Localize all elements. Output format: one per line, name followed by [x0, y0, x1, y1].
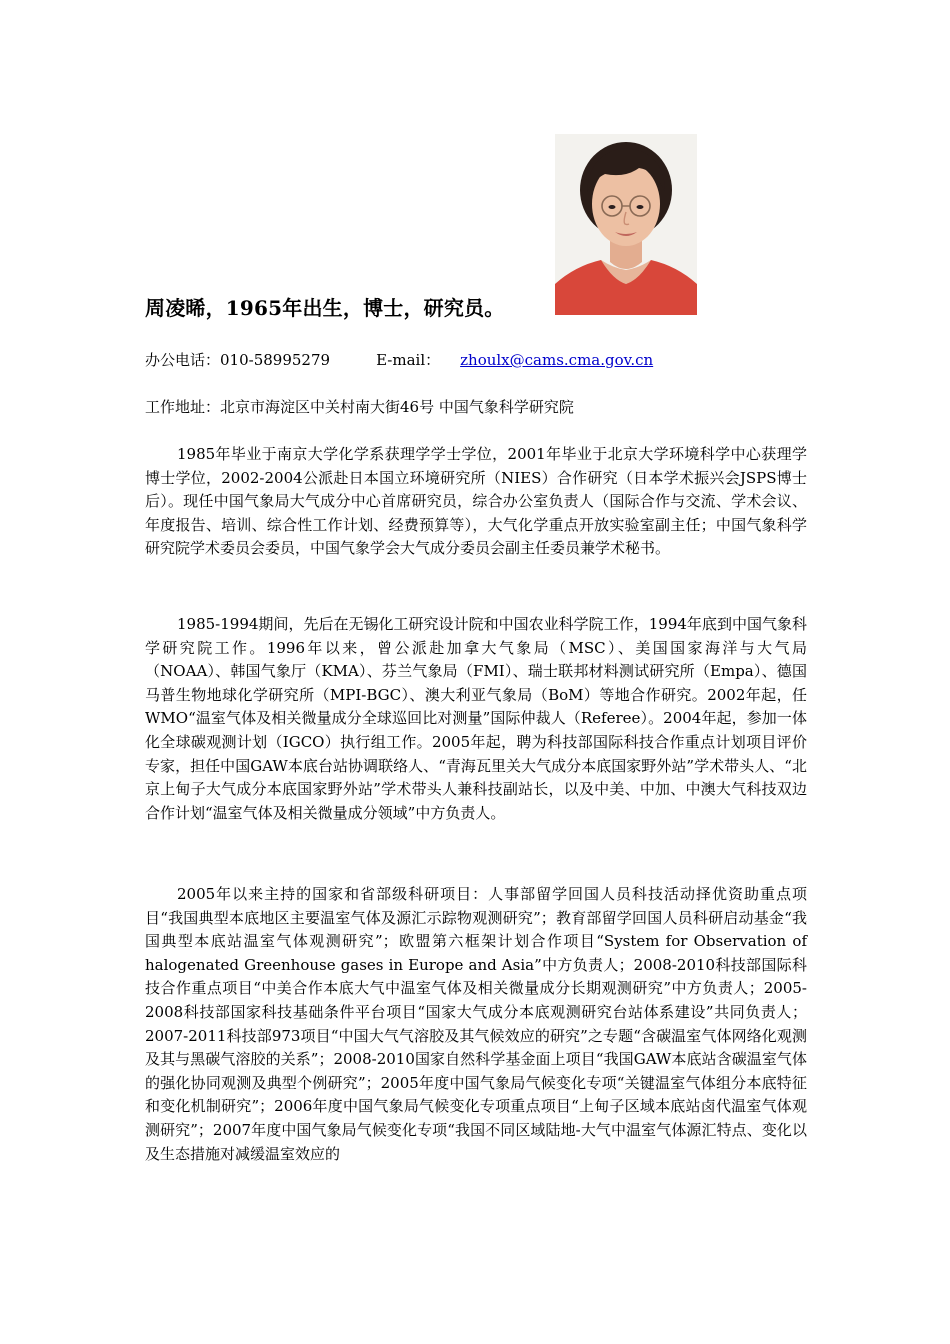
career-paragraph: 1985-1994期间，先后在无锡化工研究设计院和中国农业科学院工作，1994年底到中国气象科学研究院工作。1996年以来，曾公派赴加拿大气象局（MSC）、美国国家海洋与大气局（NOAA）、韩国气象厅（KMA）、芬兰气象局（FMI）、瑞士联邦材料测试研究所（Empa）、德国马普生物地球化学研究所（MPI-BGC）、澳大利亚气象局（BoM）等地合作研究。2002年起，任WMO“温室气体及相关微量成分全球巡回比对测量”国际仲裁人（Referee）。2004年起，参加一体化全球碳观测计划（IGCO）执行组工作。2005年起，聘为科技部国际科技合作重点计划项目评价专家，担任中国GAW本底台站协调联络人、“青海瓦里关大气成分本底国家野外站”学术带头人、“北京上甸子大气成分本底国家野外站”学术带头人兼科技副站长，以及中美、中加、中澳大气科技双边合作计划“温室气体及相关微量成分领域”中方负责人。 — [145, 615, 807, 822]
phone-number: 010-58995279 — [220, 351, 331, 369]
work-address: 工作地址：北京市海淀区中关村南大街46号 中国气象科学研究院 — [145, 398, 574, 416]
contact-line — [145, 349, 653, 370]
email-link[interactable]: zhoulx@cams.cma.gov.cn — [460, 351, 654, 369]
education-paragraph: 1985年毕业于南京大学化学系获理学学士学位，2001年毕业于北京大学环境科学中心获理学博士学位，2002-2004公派赴日本国立环境研究所（NIES）合作研究（日本学术振兴会JSPS博士后）。现任中国气象局大气成分中心首席研究员，综合办公室负责人（国际合作与交流、学术会议、年度报告、培训、综合性工作计划、经费预算等），大气化学重点开放实验室副主任；中国气象科学研究院学术委员会委员，中国气象学会大气成分委员会副主任委员兼学术秘书。 — [145, 445, 807, 558]
profile-headline: 周凌晞，1965年出生，博士，研究员。 — [145, 296, 505, 320]
projects-paragraph: 2005年以来主持的国家和省部级科研项目：人事部留学回国人员科技活动择优资助重点项目“我国典型本底地区主要温室气体及源汇示踪物观测研究”；教育部留学回国人员科研启动基金“我国典型本底站温室气体观测研究”；欧盟第六框架计划合作项目“System for Observation of halogenated Greenhouse gases in Europe and Asia”中方负责人；2008-2010科技部国际科技合作重点项目“中美合作本底大气中温室气体及相关微量成分长期观测研究”中方负责人；2005-2008科技部国家科技基础条件平台项目“国家大气成分本底观测研究台站体系建设”共同负责人；2007-2011科技部973项目“中国大气气溶胶及其气候效应的研究”之专题“含碳温室气体网络化观测及其与黑碳气溶胶的关系”；2008-2010国家自然科学基金面上项目“我国GAW本底站含碳温室气体的强化协同观测及典型个例研究”；2005年度中国气象局气候变化专项“关键温室气体组分本底特征和变化机制研究”；2006年度中国气象局气候变化专项重点项目“上甸子区域本底站卤代温室气体观测研究”；2007年度中国气象局气候变化专项“我国不同区域陆地-大气中温室气体源汇特点、变化以及生态措施对减缓温室效应的 — [145, 885, 807, 1163]
phone-label: 办公电话： — [145, 351, 221, 369]
portrait-photo — [555, 134, 697, 315]
email-label: E-mail： — [376, 351, 441, 369]
